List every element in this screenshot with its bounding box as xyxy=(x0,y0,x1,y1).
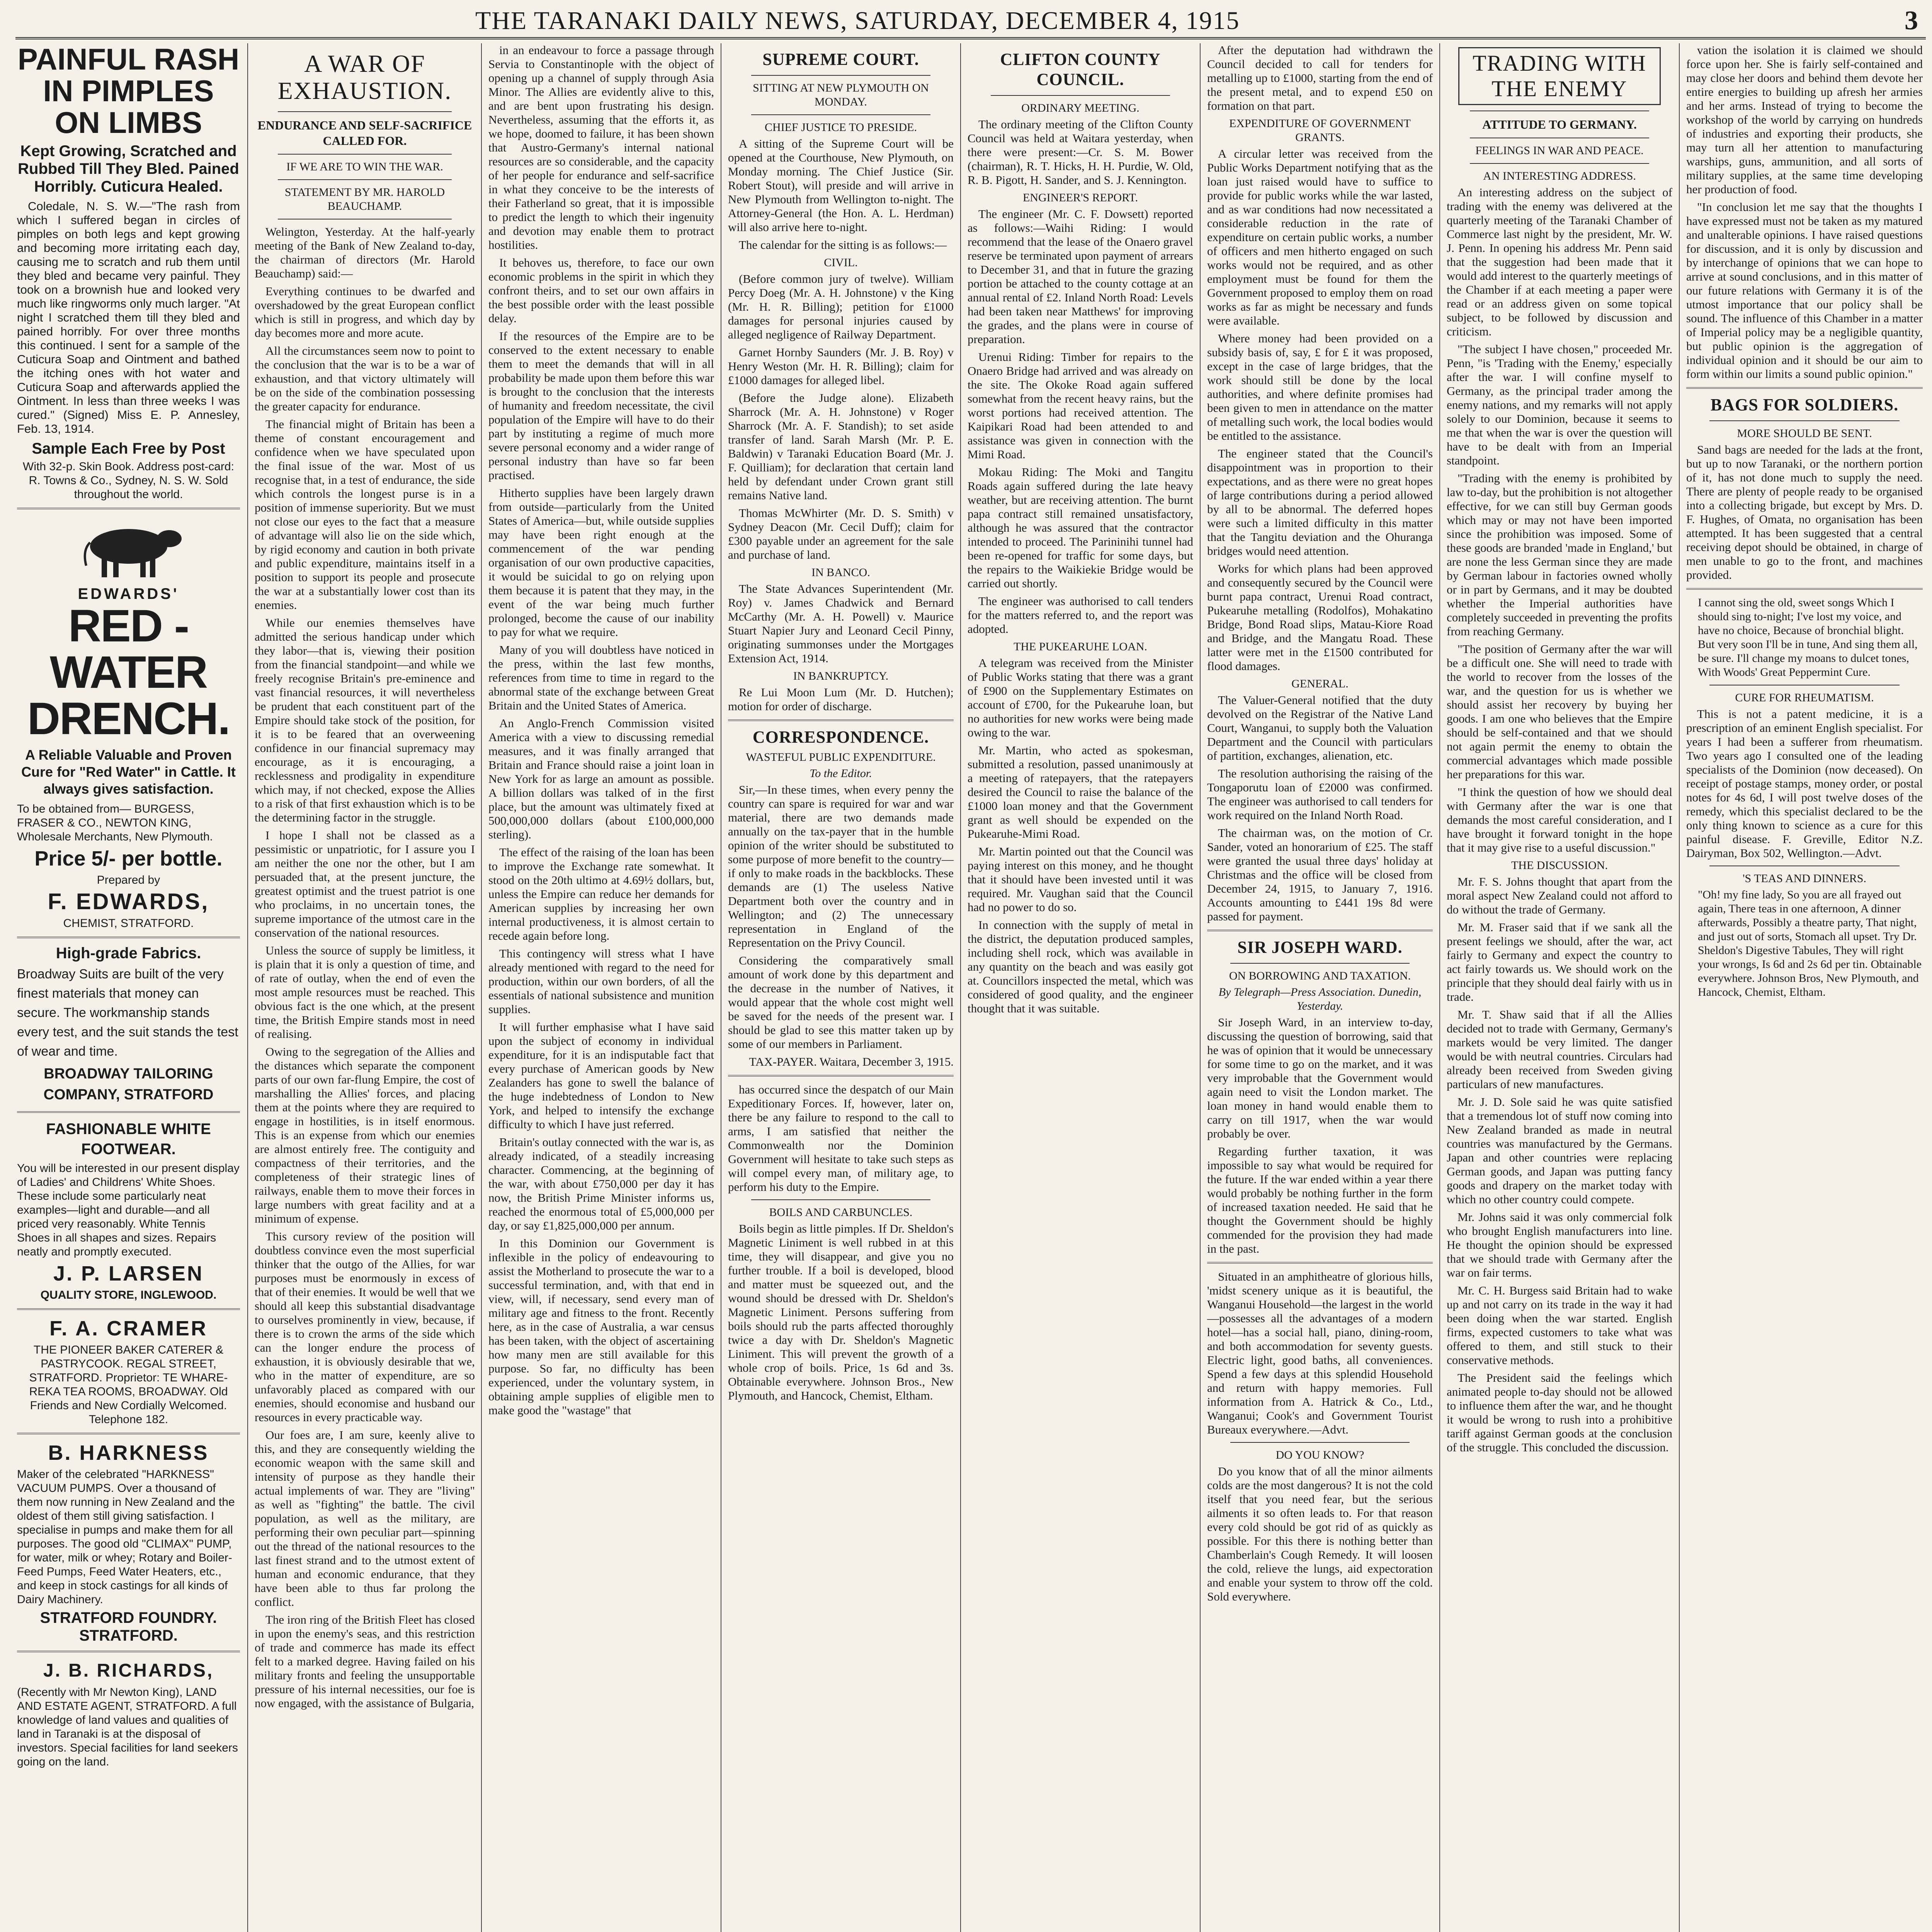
article-paragraph: An Anglo-French Commission visited America with a view to discussing remedial measures, and it was finally arranged that Britain and France should raise a joint loan in New York for as large an amount as possible. A billion dollars was talked of in the first place, but the amount was ultimately fixed at 500,000,000 dollars (about £100,000,000 sterling). xyxy=(488,716,714,841)
article-paragraph: The Valuer-General notified that the duty devolved on the Registrar of the Native Land Court, Wanganui, to supply both the Valuation Department and the Council with particulars of partition, exchanges, alienation, etc. xyxy=(1207,693,1433,762)
article-paragraph: The effect of the raising of the loan has been to improve the Exchange rate somewhat. It stood on the 20th ultimo at 4.69½ dollars, but, unless the Empire can reduce her demands for American supplies by increasing her own internal productiveness, it is almost certain to recede again before long. xyxy=(488,845,714,942)
column-rule xyxy=(960,43,961,1932)
trading-headline: TRADING WITH THE ENEMY xyxy=(1458,47,1661,105)
ward-subhead: ON BORROWING AND TAXATION. xyxy=(1229,969,1411,982)
cuticura-subhead: Kept Growing, Scratched and Rubbed Till They Bled. Pained Horribly. Cuticura Healed. xyxy=(18,143,239,195)
section-heading: IN BANCO. xyxy=(811,566,870,579)
article-paragraph: The engineer was authorised to call tenders for the matters referred to, and the report was adopted. xyxy=(968,594,1193,636)
advertisement-column xyxy=(12,43,245,1932)
war-subhead: ENDURANCE AND SELF-SACRIFICE CALLED FOR. xyxy=(257,118,472,148)
bags-subhead: MORE SHOULD BE SENT. xyxy=(1737,427,1872,440)
war-headline: A WAR OF EXHAUSTION. xyxy=(277,50,452,104)
article-paragraph: "I think the question of how we should deal with Germany after the war is one that demands the most careful consideration, and I have brought it forward tonight in the hope that it may give rise to a useful discussion." xyxy=(1447,785,1672,854)
article-paragraph: Welington, Yesterday. At the half-yearly meeting of the Bank of New Zealand to-day, the chairman of directors (Mr. Harold Beauchamp) said:— xyxy=(255,225,475,280)
article-paragraph: The calendar for the sitting is as follows:— xyxy=(739,238,947,252)
war-subhead-3: STATEMENT BY MR. HAROLD BEAUCHAMP. xyxy=(284,186,445,213)
court-subhead: SITTING AT NEW PLYMOUTH ON MONDAY. xyxy=(753,82,929,108)
edwards-tagline: A Reliable Valuable and Proven Cure for "Red Water" in Cattle. It always gives satisfaction. xyxy=(21,747,236,797)
article-paragraph: Re Lui Moon Lum (Mr. D. Hutchen); motion for order of discharge. xyxy=(728,685,954,713)
article-paragraph: "The position of Germany after the war will be a difficult one. She will need to trade with the world to recover from the losses of the war, and the question for us is whether we should assist her recovery by buying her goods. I am one who believes that the Empire should be self-contained and that we should not again permit the enemy to obtain the commercial advantages which made possible her preparations for this war. xyxy=(1447,642,1672,781)
section-heading: CIVIL. xyxy=(824,256,858,269)
correspondence-headline: CORRESPONDENCE. xyxy=(752,728,929,747)
broadway-headline: High-grade Fabrics. xyxy=(56,945,201,962)
article-paragraph: Mr. J. D. Sole said he was quite satisfied that a tremendous lot of stuff now coming into New Zealand branded as made in neutral countries was manufactured by the Germans. Japan and other countries were replacing German goods, and Japan was putting fancy goods and drapery on the market today with which no other country could compete. xyxy=(1447,1095,1672,1206)
article-paragraph: Garnet Hornby Saunders (Mr. J. B. Roy) v Henry Weston (Mr. H. R. Billing); claim for £1000 damages for alleged libel. xyxy=(728,345,954,387)
section-heading: IN BANKRUPTCY. xyxy=(793,670,889,682)
footwear-headline: FASHIONABLE WHITE FOOTWEAR. xyxy=(46,1121,211,1158)
edwards-brand: EDWARDS' xyxy=(78,585,179,602)
boils-headline: BOILS AND CARBUNCLES. xyxy=(769,1206,913,1219)
war-continued-column xyxy=(483,43,719,1932)
article-paragraph: Thomas McWhirter (Mr. D. S. Smith) v Sydney Deacon (Mr. Cecil Duff); claim for £300 payable under an agreement for the sale and purchase of land. xyxy=(728,506,954,561)
bags-headline: BAGS FOR SOLDIERS. xyxy=(1710,395,1899,414)
article-paragraph: The financial might of Britain has been a theme of constant encouragement and confidence when we have speculated upon the final issue of the war. Most of us recognise that, in a test of endurance, the side which controls the longest purse is in a position of immense superiority. But we must not close our eyes to the fact that a measure of advantage will also lie on the side which, by rigid economy and caution in both private and public expenditure, maintains itself in a position to support its people and prosecute the war at a substantially lower cost than its enemies. xyxy=(255,417,475,612)
rheumatism-headline: CURE FOR RHEUMATISM. xyxy=(1735,691,1874,704)
article-paragraph: The engineer (Mr. C. F. Dowsett) reported as follows:—Waihi Riding: I would recommend that the lease of the Onaero gravel reserve be terminated upon payment of arrears to December 31, and that in future the grazing portion be attached to the county cottage at an annual rental of £2. Inland North Road: Levels had been taken near Matthews' for improving the grades, and the plans were in course of preparation. xyxy=(968,207,1193,346)
article-paragraph: The resolution authorising the raising of the Tongaporutu loan of £2000 was confirmed. The engineer was authorised to call tenders for work required on the Inland North Road. xyxy=(1207,767,1433,822)
red-water-headline: RED - WATER xyxy=(49,600,207,698)
ward-headline: SIR JOSEPH WARD. xyxy=(1237,938,1403,957)
court-headline: SUPREME COURT. xyxy=(762,50,919,69)
article-paragraph: Mr. C. H. Burgess said Britain had to wake up and not carry on its trade in the way it had been doing when the war started. English firms, expected customers to take what was offered to them, and still stuck to their conservative methods. xyxy=(1447,1284,1672,1367)
article-paragraph: All the circumstances seem now to point to the conclusion that the war is to be a war of exhaustion, and that victory ultimately will be on the side of the combination possessing the greater capacity for endurance. xyxy=(255,344,475,413)
section-heading: EXPENDITURE OF GOVERNMENT GRANTS. xyxy=(1229,117,1411,144)
cow-illustration xyxy=(71,515,187,581)
edwards-chemist: CHEMIST, STRATFORD. xyxy=(63,917,194,930)
war-article-column xyxy=(249,43,480,1932)
clifton-subhead: ORDINARY MEETING. xyxy=(1021,102,1139,114)
letter-paragraph: Sir,—In these times, when every penny the country can spare is required for war and war material, there are two demands made annually on the tax-payer that in the humble opinion of the writer should be substituted to some purpose of more benefit to the country—if only to make roads in the backblocks. These demands are (1) The useless Native Department both over the country and in Wellington; and (2) The unnecessary representation in England of the Representation on the Privy Council. xyxy=(728,783,954,949)
article-paragraph: Sir Joseph Ward, in an interview to-day, discussing the question of borrowing, said that he was of opinion that it would be unnecessary for some time to go on the market, and it was very improbable that the Government would again need to visit the London market. The loan money in hand would enable them to carry on till 1917, when the war would probably be over. xyxy=(1207,1015,1433,1140)
correspondence-subhead: WASTEFUL PUBLIC EXPENDITURE. xyxy=(746,751,936,764)
page-number: 3 xyxy=(1905,6,1918,36)
verse-advertisement: I cannot sing the old, sweet songs Which I should sing to-night; I've lost my voice, and have no choice, Because of bronchial blight. But very soon I'll be in tune, And sing them all, be sure. I'll change my moans to dulcet tones, With Woods' Great Peppermint Cure. xyxy=(1698,596,1918,679)
trading-subhead-3: AN INTERESTING ADDRESS. xyxy=(1483,170,1636,182)
court-column xyxy=(723,43,959,1932)
know-headline: DO YOU KNOW? xyxy=(1276,1449,1364,1461)
article-paragraph: In connection with the supply of metal in the district, the deputation produced samples, including shell rock, which was available in any quantity on the beach and was easily got at. Councillors inspected the metal, which was considered of good quality, and the engineer thought that it was suitable. xyxy=(968,918,1193,1015)
article-paragraph: (Before common jury of twelve). William Percy Doeg (Mr. A. H. Johnstone) v the King (Mr. H. R. Billing); petition for £1000 damages for personal injuries caused by alleged negligence of Railway Department. xyxy=(728,272,954,341)
article-paragraph: "The subject I have chosen," proceeded Mr. Penn, "is 'Trading with the Enemy,' especially after the war. I will confine myself to Germany, as the principal trader among the enemy nations, and my remarks will not apply solely to our Dominion, because it seems to me that when the war is over the question will have to be dealt with from an Imperial standpoint. xyxy=(1447,342,1672,467)
article-paragraph: The ordinary meeting of the Clifton County Council was held at Waitara yesterday, when there were present:—Cr. S. M. Bower (chairman), R. T. Hicks, H. H. Purdie, W. Old, R. B. Pigott, H. Sander, and S. J. Kennington. xyxy=(968,117,1193,187)
article-paragraph: After the deputation had withdrawn the Council decided to call for tenders for metalling up to £1000, starting from the end of the present metal, and to expend £50 on formation on that part. xyxy=(1207,43,1433,112)
verse-advertisement: "Oh! my fine lady, So you are all frayed out again, There teas in one afternoon, A dinner afterwards, Possibly a theatre party, That night, and just out of sorts, Stomach all upset. Try Dr. Sheldon's Digestive Tabules, They will right your wrongs, Is 6d and 2s 6d per tin. Obtainable everywhere. Johnson Bros, New Plymouth, and Hancock, Chemist, Eltham. xyxy=(1698,888,1922,998)
court-subhead-2: CHIEF JUSTICE TO PRESIDE. xyxy=(765,121,917,134)
advertisement-text: Boils begin as little pimples. If Dr. Sheldon's Magnetic Liniment is well rubbed in at this time, they will disappear, and give you no further trouble. If a boil is developed, blood and matter must be squeezed out, and the wound should be dressed with Dr. Sheldon's Magnetic Liniment. Persons suffering from boils should rub the parts affected thoroughly twice a day with Dr. Sheldon's Magnetic Liniment. This will prevent the growth of a whole crop of boils. Price, 1s 6d and 3s. Obtainable everywhere. Johnson Bros., New Plymouth, and Hancock, Chemist, Eltham. xyxy=(728,1222,954,1402)
column-rule xyxy=(247,43,248,1932)
article-paragraph: I hope I shall not be classed as a pessimistic or unpatriotic, for I assure you I am neither the one nor the other, but I am persuaded that, at the present juncture, the greatest optimist and the truest patriot is one who proclaims, in no uncertain tones, the supreme importance of the utmost care in the conservation of the national resources. xyxy=(255,828,475,939)
article-paragraph: Works for which plans had been approved and consequently secured by the Council were burnt papa contract, Urenui Road contract, Pukearuhe metalling (Rodolfos), Mohakatino Bridge, Bond Road slips, Matau-Kiore Road and Bridge, and the Mangatu Road. These latter were met in the £1500 contributed for flood damages. xyxy=(1207,562,1433,673)
teas-headline: 'S TEAS AND DINNERS. xyxy=(1743,872,1866,885)
cuticura-body: Coledale, N. S. W.—"The rash from which I suffered began in circles of pimples on both legs and kept growing and becoming more irritating each day, causing me to scratch and rub them until they bled and became very painful. They took on a brownish hue and looked very much like ringworms only much larger. "At night I scratched them till they bled and pained horribly. For over three months this continued. I sent for a sample of the Cuticura Soap and Ointment and bathed the itching ones with hot water and Cuticura Soap and afterwards applied the Ointment. In less than three weeks I was cured." (Signed) Miss E. P. Annesley, Feb. 13, 1914. xyxy=(17,199,240,435)
article-paragraph: The State Advances Superintendent (Mr. Roy) v. James Chadwick and Bernard McCarthy (Mr. A. H. Powell) v. Maurice Stuart Napier Jury and Leonard Cecil Pinny, originating summonses under the Mortgages Extension Act, 1914. xyxy=(728,582,954,665)
richards-body: (Recently with Mr Newton King), LAND AND ESTATE AGENT, STRATFORD. A full knowledge of land values and qualities of land in Taranaki is at the disposal of investors. Special facilities for land seekers going on the land. xyxy=(17,1686,238,1768)
cramer-name: F. A. CRAMER xyxy=(49,1317,207,1340)
column-rule xyxy=(1439,43,1440,1932)
section-heading: THE DISCUSSION. xyxy=(1511,859,1608,872)
article-paragraph: Hitherto supplies have been largely drawn from outside—particularly from the United States of America—but, while outside supplies may have been right enough at the commencement of the war pending organisation of our own productive capacities, it would be suicidal to go on relying upon them because it is patent that they may, in the event of the war being much further prolonged, become the cause of our inability to pay for what we require. xyxy=(488,486,714,639)
column-rule xyxy=(1679,43,1680,1932)
article-paragraph: Mr. T. Shaw said that if all the Allies decided not to trade with Germany, Germany's markets would be very limited. The danger would be with neutral countries. Circulars had already been received from Sweden giving particulars of new manufactures. xyxy=(1447,1008,1672,1091)
article-paragraph: Mokau Riding: The Moki and Tangitu Roads again suffered during the late heavy weather, but are receiving attention. The burnt papa contract still remained unsatisfactory, although he was assured that the contractor intended to proceed. The Parininihi tunnel had been re-opened for traffic for some days, but the repairs to the Waikiekie Bridge would be carried out shortly. xyxy=(968,465,1193,590)
trading-column xyxy=(1441,43,1678,1932)
edwards-prepared: Prepared by xyxy=(97,874,160,886)
drench-headline: DRENCH. xyxy=(27,693,230,744)
harkness-body: Maker of the celebrated "HARKNESS" VACUUM PUMPS. Over a thousand of them now running in New Zealand and the oldest of them still giving satisfaction. I specialise in pumps and make them for all purposes. The good old "CLIMAX" PUMP, for water, milk or whey; Rotary and Boiler-Feed Pumps, Feed Water Heaters, etc., and keep in stock castings for all kinds of Dairy Machinery. xyxy=(17,1468,235,1606)
ward-dateline: By Telegraph—Press Association. Dunedin, Yesterday. xyxy=(1218,986,1422,1012)
article-paragraph: vation the isolation it is claimed we should force upon her. She is fairly self-contained and may close her doors and behind them devote her entire energies to building up afresh her armies and her arms. Instead of trying to become the workshop of the world by carrying on hundreds of industries and exporting their products, she may turn all her attention to manufacturing warships, guns, ammunition, and all sorts of military supplies, at the same time developing her production of food. xyxy=(1686,43,1923,196)
article-paragraph: In this Dominion our Government is inflexible in the policy of endeavouring to assist the Motherland to prosecute the war to a successful termination, and, with that end in view, will, if necessary, send every man of military age and fitness to the front. Recently here, as in the case of Australia, a war census has been taken, with the object of ascertaining how many men are still available for this purpose. So far, no difficulty has been experienced, under the voluntary system, in obtaining ample supplies of eligible men to make good the "wastage" that xyxy=(488,1236,714,1417)
article-paragraph: While our enemies themselves have admitted the serious handicap under which they labor—that is, viewing their position from the financial standpoint—and while we freely recognise Britain's pre-eminence and vast financial resources, it will nevertheless be prudent that each constituent part of the Empire should take stock of the position, for it is to be feared that an overweening confidence in our financial supremacy may encourage, as it is encouraging, a recklessness and prodigality in expenditure which may, if not checked, expose the Allies to a risk of that first exhaustion which is to be the determining factor in the struggle. xyxy=(255,616,475,824)
article-paragraph: Urenui Riding: Timber for repairs to the Onaero Bridge had arrived and was already on the site. The Okoke Road again suffered somewhat from the recent heavy rains, but the worst portions had received attention. The Kaipikari Road had been attended to and assistance was given in connection with the Mimi Road. xyxy=(968,350,1193,461)
article-paragraph: Unless the source of supply be limitless, it is plain that it is only a question of time, and of rate of outlay, when the end of even the most ample resources must be reached. This obvious fact is the one which, at the present time, the British Empire stands most in need of realising. xyxy=(255,944,475,1041)
masthead xyxy=(15,4,1926,39)
article-paragraph: has occurred since the despatch of our Main Expeditionary Forces. If, however, later on, there be any failure to respond to the call to arms, I am satisfied that neither the Commonwealth nor the Dominion Government will hesitate to take such steps as will compel every man, of military age, to perform his duty to the Empire. xyxy=(728,1083,954,1194)
clifton-headline: CLIFTON COUNTY COUNCIL. xyxy=(1000,50,1161,89)
section-heading: ENGINEER'S REPORT. xyxy=(1022,191,1138,204)
cuticura-headline: PAINFUL RASH IN PIMPLES ON LIMBS xyxy=(17,43,240,139)
article-paragraph: Where money had been provided on a subsidy basis of, say, £ for £ it was proposed, except in the case of large bridges, that the work should still be done by the local authorities, and where definite promises had been given to men in attendance on the matter of metalling such work, the local bodies would be entitled to the assistance. xyxy=(1207,332,1433,442)
section-heading: GENERAL. xyxy=(1291,677,1349,690)
article-paragraph: This contingency will stress what I have already mentioned with regard to the need for production, within our own borders, of all the essentials of national subsistence and munition supplies. xyxy=(488,947,714,1016)
article-paragraph: The chairman was, on the motion of Cr. Sander, voted an honorarium of £25. The staff were granted the usual three days' holiday at Christmas and the office will be closed from December 24, 1915, to January 7, 1916. Accounts amounting to £441 19s 8d were passed for payment. xyxy=(1207,826,1433,923)
cramer-body: THE PIONEER BAKER CATERER & PASTRYCOOK. REGAL STREET, STRATFORD. Proprietor: TE WHARE-REKA TEA ROOMS, BROADWAY. Old Friends and New Cordially Welcomed. Telephone 182. xyxy=(29,1344,228,1426)
section-heading: THE PUKEARUHE LOAN. xyxy=(1014,640,1147,653)
edwards-price: Price 5/- per bottle. xyxy=(34,847,223,870)
war-subhead-2: IF WE ARE TO WIN THE WAR. xyxy=(286,160,443,173)
clifton-column xyxy=(962,43,1199,1932)
ward-column xyxy=(1202,43,1438,1932)
edwards-name: F. EDWARDS, xyxy=(48,889,209,914)
trading-subhead: ATTITUDE TO GERMANY. xyxy=(1482,117,1637,131)
article-paragraph: (Before the Judge alone). Elizabeth Sharrock (Mr. A. H. Johnstone) v Roger Sharrock (Mr. A. F. Standish); to set aside transfer of land. Sarah Marsh (Mr. P. E. Baldwin) v Taranaki Education Board (Mr. J. F. Quilliam); for declaration that certain land held by defendant under Crown grant still remains Native land. xyxy=(728,391,954,502)
article-paragraph: An interesting address on the subject of trading with the enemy was delivered at the quarterly meeting of the Taranaki Chamber of Commerce last night by the president, Mr. W. J. Penn. In opening his address Mr. Penn said that the suggestion had been made that it would add interest to the quarterly meetings of the Chamber if at each meeting a paper were read or an address given on some topical subject, to be followed by discussion and criticism. xyxy=(1447,185,1672,338)
article-paragraph: A sitting of the Supreme Court will be opened at the Courthouse, New Plymouth, on Monday morning. The Chief Justice (Sir. Robert Stout), will preside and will arrive in New Plymouth from Wellington to-night. The Attorney-General (the Hon. A. L. Herdman) will also arrive here to-night. xyxy=(728,137,954,234)
article-paragraph: Owing to the segregation of the Allies and the distances which separate the component parts of our own far-flung Empire, the cost of marshalling the Allies' forces, and placing them at the points where they are required to engage in hostilities, is in itself enormous. This is an expense from which our enemies are almost entirely free. The contiguity and compactness of their territories, and the completeness of their strategic lines of railways, enable them to move their forces in large numbers with great facility and at a minimum of expense. xyxy=(255,1045,475,1225)
article-paragraph: Mr. F. S. Johns thought that apart from the moral aspect New Zealand could not afford to do without the trade of Germany. xyxy=(1447,875,1672,916)
harkness-name: B. HARKNESS xyxy=(48,1441,209,1464)
trading-subhead-2: FEELINGS IN WAR AND PEACE. xyxy=(1475,144,1644,157)
article-paragraph: Britain's outlay connected with the war is, as already indicated, of a steadily increasing character. Commencing, at the beginning of the war, with about £750,000 per day it has now, the British Prime Minister informs us, reached the enormous total of £5,000,000 per day, or say £1,825,000,000 per annum. xyxy=(488,1135,714,1232)
cuticura-address: With 32-p. Skin Book. Address post-card: R. Towns & Co., Sydney, N. S. W. Sold throughout the world. xyxy=(23,460,234,501)
article-paragraph: Mr. Johns said it was only commercial folk who brought English manufacturers into line. He thought the opinion should be expressed that we should trade with Germany after the war on fair terms. xyxy=(1447,1210,1672,1279)
article-paragraph: This cursory review of the position will doubtless convince even the most superficial thinker that the outgo of the Allies, for war purposes must be enormously in excess of that of their enemies. It would be well that we should all keep this substantial disadvantage to ourselves prominently in view, because, if there is to crown the arms of the side which can the longer endure the process of exhaustion, it is obviously desirable that we, who in the matter of expenditure, are so unfavorably placed as compared with our enemies, should economise and husband our resources in every practicable way. xyxy=(255,1230,475,1424)
article-paragraph: "In conclusion let me say that the thoughts I have expressed must not be taken as my matured and unalterable opinions. I have raised questions for discussion, and it is only by discussion and by interchange of opinions that we can hope to arrive at sound conclusions, and in this matter of our future relations with Germany it is of the utmost importance that our policy shall be sound. The influence of this Chamber in a matter of Imperial policy may be a negligible quantity, but public opinion is the aggregation of individual opinion and it should be our aim to form within our limits a sound public opinion." xyxy=(1686,200,1923,381)
bags-column xyxy=(1681,43,1928,1932)
edwards-stockists: To be obtained from— BURGESS, FRASER & CO., NEWTON KING, Wholesale Merchants, New Plymouth. xyxy=(17,803,213,843)
article-paragraph: "Trading with the enemy is prohibited by law to-day, but the prohibition is not altogether effective, for we can still buy German goods which may or may not have been imported since the prohibition was imposed. Some of these goods are branded 'made in England,' but are none the less German since they are made by German labour in factories owned wholly or in part by Germans, and it may be doubted whether the Imperial authorities have completely succeeded in preventing the profits from reaching Germany. xyxy=(1447,471,1672,638)
advertisement-text: This is not a patent medicine, it is a prescription of an eminent English specialist. For years I had been a sufferer from rheumatism. Two years ago I consulted one of the leading specialists of the Dominion (now deceased). On receipt of postage stamps, money order, or postal notes for 4s 6d, I will post twelve doses of the remedy, which this specialist declared to be the only thing known to science as a cure for this painful disease. F. Greville, Editor N.Z. Dairyman, Box 502, Wellington.—Advt. xyxy=(1686,707,1923,860)
article-paragraph: The engineer stated that the Council's disappointment was in proportion to their expectations, and as there were no great hopes of large contributions during a period allowed by all to be abnormal. The deferred hopes were such a limited difficulty in this matter that the Tangitu deviation and the Ohuranga bridges would need attention. xyxy=(1207,447,1433,558)
letter-signature: TAX-PAYER. Waitara, December 3, 1915. xyxy=(749,1055,954,1068)
larsen-store: QUALITY STORE, INGLEWOOD. xyxy=(40,1289,217,1301)
article-paragraph: in an endeavour to force a passage through Servia to Constantinople with the object of opening up a channel of supply through Asia Minor. The Allies are evidently alive to this, and are bent upon frustrating his design. Nevertheless, assuming that the efforts it, as we hope, doomed to failure, it has been shown that Austro-Germany's internal national resources are so considerable, and the capacity of her people for endurance and self-sacrifice in what they conceive to be the interests of their Fatherland so great, that it is impossible to predict the length to which their ingenuity and devotion may enable them to protract hostilities. xyxy=(488,43,714,252)
article-paragraph: It behoves us, therefore, to face our own economic problems in the spirit in which they confront theirs, and to set our own affairs in the best possible order with the least possible delay. xyxy=(488,256,714,325)
footwear-body: You will be interested in our present display of Ladies' and Childrens' White Shoes. These include some particularly neat examples—light and durable—and all priced very reasonably. White Tennis Shoes in all shapes and sizes. Repairs neatly and promptly executed. xyxy=(17,1162,240,1258)
correspondence-salutation: To the Editor. xyxy=(810,767,872,780)
article-paragraph: Many of you will doubtless have noticed in the press, within the last few months, references from time to time in regard to the abnormal state of the exchange between Great Britain and the United States of America. xyxy=(488,643,714,712)
article-paragraph: The iron ring of the British Fleet has closed in upon the enemy's seas, and this restriction of trade and commerce has made its effect felt to a marked degree. Having failed on his military fronts and feeling the unsupportable pressure of his internal necessities, our foe is now engaged, with the assistance of Bulgaria, xyxy=(255,1613,475,1710)
article-paragraph: A telegram was received from the Minister of Public Works stating that there was a grant of £900 on the Supplementary Estimates on account of £700, for the Pukearuhe loan, but no authorities for new works were being made owing to the war. xyxy=(968,656,1193,739)
stratford-foundry: STRATFORD FOUNDRY. STRATFORD. xyxy=(40,1609,217,1644)
article-paragraph: Mr. Martin, who acted as spokesman, submitted a resolution, passed unanimously at a meeting of ratepayers, that the ratepayers desired the Council to raise the balance of the £1000 loan money and that the Government grant as well should be expended on the Pukearuhe-Mimi Road. xyxy=(968,743,1193,840)
article-paragraph: Sand bags are needed for the lads at the front, but up to now Taranaki, or the northern portion of it, has not done much to supply the need. There are plenty of people ready to be organised into a collecting brigade, but except by Mrs. D. F. Hughes, of Omata, no organisation has been attempted. It has been suggested that a central receiving depot should be obtained, in charge of men unable to go to the front, and machines provided. xyxy=(1686,443,1923,582)
cuticura-sample: Sample Each Free by Post xyxy=(32,440,225,457)
richards-name: J. B. RICHARDS, xyxy=(43,1660,214,1681)
broadway-body: Broadway Suits are built of the very finest materials that money can secure. The workmanship stands every test, and the suit stands the test of wear and time. xyxy=(17,967,238,1059)
advertisement-text: Do you know that of all the minor ailments colds are the most dangerous? It is not the cold itself that you need fear, but the serious ailments it so often leads to. For that reason every cold should be got rid of as quickly as possible. For this there is nothing better than Chamberlain's Cough Remedy. It will loosen the cold, relieve the lungs, aid expectoration and enable your system to throw off the cold. Sold everywhere. xyxy=(1207,1464,1433,1603)
newspaper-title: THE TARANAKI DAILY NEWS, SATURDAY, DECEMBER 4, 1915 xyxy=(475,7,1240,35)
column-rule xyxy=(1200,43,1201,1932)
broadway-name: BROADWAY TAILORING COMPANY, STRATFORD xyxy=(43,1066,214,1103)
article-paragraph: Mr. Martin pointed out that the Council was paying interest on this money, and he thought that it should have been invested until it was required. Mr. Vaughan said that the Council had no power to do so. xyxy=(968,845,1193,914)
letter-paragraph: Considering the comparatively small amount of work done by this department and the decrease in the number of Natives, it would appear that the whole cost might well be saved for the needs of the present war. I should be glad to see this matter taken up by some of our members in Parliament. xyxy=(728,954,954,1051)
column-rule xyxy=(481,43,482,1932)
article-paragraph: Regarding further taxation, it was impossible to say what would be required for the future. If the war ended within a year there would probably be nothing further in the form of increased taxation needed. He said that he thought the Government should be highly commended for the provision they had made in the past. xyxy=(1207,1145,1433,1255)
article-paragraph: If the resources of the Empire are to be conserved to the extent necessary to enable them to meet the demands that will in all probability be made upon them before this war is brought to the conclusion that the interests of humanity and freedom necessitate, the civil population of the Empire will have to do their part by instituting a regime of much more severe personal economy and a wider range of personal industry than have so far been practised. xyxy=(488,329,714,482)
article-paragraph: Everything continues to be dwarfed and overshadowed by the great European conflict which is still in progress, and which day by day becomes more and more acute. xyxy=(255,284,475,340)
article-paragraph: The President said the feelings which animated people to-day should not be allowed to influence them after the war, and he thought it would be wrong to rush into a prohibitive tariff against German goods at the conclusion of the struggle. This concluded the discussion. xyxy=(1447,1371,1672,1454)
article-paragraph: Our foes are, I am sure, keenly alive to this, and they are consequently wielding the economic weapon with the same skill and intensity of purpose as they handle their actual implements of war. They are "living" as well as "fighting" the battle. The civil population, as well as the military, are performing their own peculiar part—spinning out the thread of the national resources to the last finest strand and to the utmost extent of human and economic endurance, that they have been able to thus far prolong the conflict. xyxy=(255,1428,475,1609)
larsen-name: J. P. LARSEN xyxy=(53,1262,204,1285)
article-paragraph: Mr. M. Fraser said that if we sank all the present feelings we should, after the war, act fairly to Germany and expect the country to act fairly towards us. We should work on the principle that they should deal fairly with us in trade. xyxy=(1447,920,1672,1003)
article-paragraph: It will further emphasise what I have said upon the subject of economy in individual expenditure, for it is an indisputable fact that every purchase of American goods by New Zealanders has gone to swell the balance of the huge indebtedness of London to New York, and helped to intensify the exchange difficulty to which I have just referred. xyxy=(488,1020,714,1131)
advertisement-text: Situated in an amphitheatre of glorious hills, 'midst scenery unique as it is beautiful, the Wanganui Household—the largest in the world—possesses all the advantages of a modern hotel—has a social hall, piano, dining-room, and both accommodation for seventy guests. Electric light, good baths, all conveniences. Spend a few days at this splendid Household and return with happy memories. Full information from A. Hatrick & Co., Ltd., Wanganui; Cook's and Government Tourist Bureaux everywhere.—Advt. xyxy=(1207,1270,1433,1436)
article-paragraph: A circular letter was received from the Public Works Department notifying that as the loan just raised would have to suffice to provide for public works while the war lasted, and as war conditions had now necessitated a considerable reduction in the rate of expenditure on certain public works, a number of officers and men hitherto engaged on such works would not be required, and as other employment must be found for them the Government proposed to employ them on road works as far as might be necessary and funds were available. xyxy=(1207,147,1433,327)
